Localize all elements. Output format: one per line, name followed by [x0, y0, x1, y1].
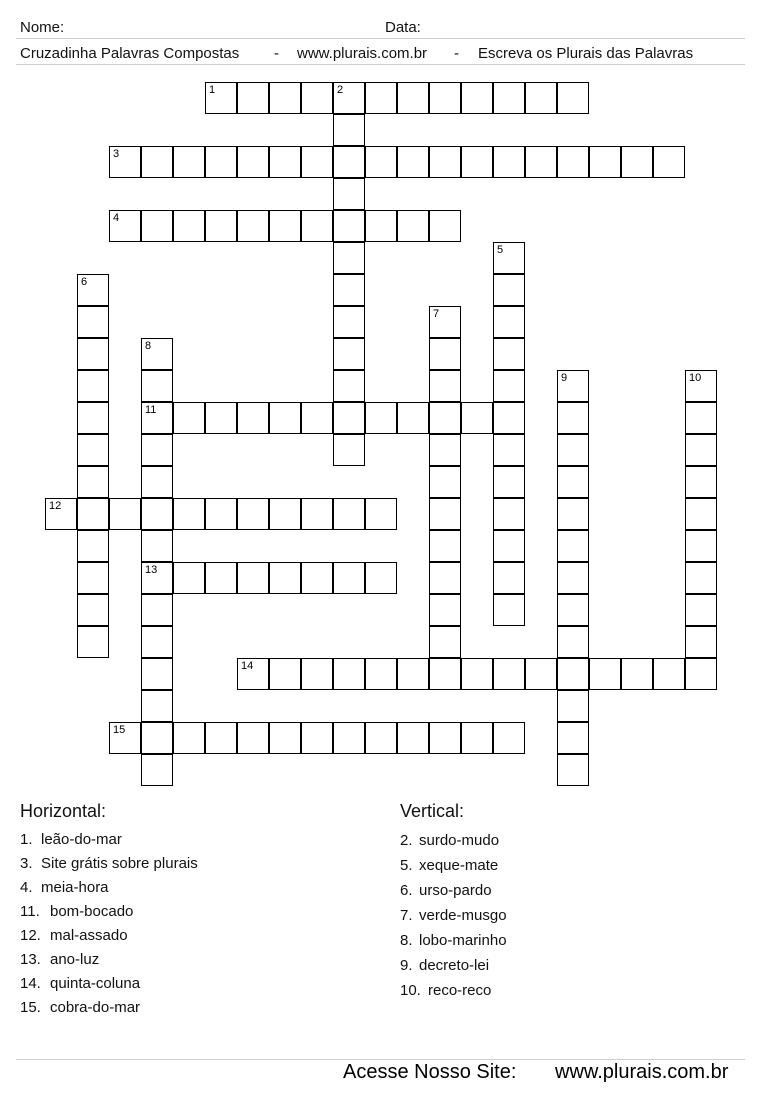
crossword-cell[interactable] — [269, 210, 301, 242]
crossword-cell[interactable] — [301, 562, 333, 594]
crossword-cell[interactable] — [173, 402, 205, 434]
crossword-cell[interactable] — [493, 530, 525, 562]
crossword-cell[interactable] — [429, 82, 461, 114]
crossword-cell[interactable] — [365, 402, 397, 434]
crossword-cell[interactable] — [493, 434, 525, 466]
down-clue-num: 8. — [400, 932, 413, 949]
clue-number: 1 — [209, 84, 216, 96]
crossword-cell[interactable] — [429, 210, 461, 242]
crossword-cell[interactable] — [333, 178, 365, 210]
down-clue-text: surdo-mudo — [419, 832, 500, 849]
crossword-cell[interactable] — [557, 402, 589, 434]
crossword-cell[interactable] — [301, 658, 333, 690]
crossword-cell[interactable] — [141, 754, 173, 786]
crossword-cell[interactable] — [237, 498, 269, 530]
crossword-cell[interactable] — [365, 210, 397, 242]
clue-number: 15 — [113, 724, 126, 736]
crossword-cell[interactable] — [269, 722, 301, 754]
crossword-cell[interactable] — [141, 146, 173, 178]
crossword-cell[interactable] — [269, 498, 301, 530]
crossword-cell[interactable] — [429, 466, 461, 498]
clue-number: 7 — [433, 308, 440, 320]
crossword-cell[interactable] — [429, 658, 461, 690]
across-clue-num: 14. — [20, 975, 41, 992]
crossword-cell[interactable] — [205, 402, 237, 434]
crossword-cell[interactable] — [685, 402, 717, 434]
crossword-cell[interactable] — [141, 210, 173, 242]
clue-number: 5 — [497, 244, 504, 256]
crossword-cell[interactable] — [269, 402, 301, 434]
across-clue-text: ano-luz — [50, 951, 100, 968]
crossword-cell[interactable] — [397, 82, 429, 114]
crossword-cell[interactable] — [429, 594, 461, 626]
crossword-cell[interactable] — [557, 722, 589, 754]
across-clue-text: meia-hora — [41, 879, 109, 896]
crossword-cell[interactable] — [141, 530, 173, 562]
crossword-cell[interactable] — [685, 434, 717, 466]
across-clue-text: Site grátis sobre plurais — [41, 855, 198, 872]
crossword-cell[interactable] — [493, 338, 525, 370]
across-clue-text: leão-do-mar — [41, 831, 122, 848]
down-clue-num: 7. — [400, 907, 413, 924]
crossword-cell[interactable] — [429, 338, 461, 370]
crossword-cell[interactable] — [77, 402, 109, 434]
crossword-cell[interactable] — [557, 498, 589, 530]
crossword-cell[interactable] — [493, 274, 525, 306]
crossword-cell[interactable] — [493, 658, 525, 690]
crossword-cell[interactable] — [685, 530, 717, 562]
down-clue-num: 9. — [400, 957, 413, 974]
crossword-cell[interactable] — [525, 146, 557, 178]
crossword-cell[interactable] — [429, 146, 461, 178]
crossword-cell[interactable] — [685, 466, 717, 498]
crossword-cell[interactable] — [397, 210, 429, 242]
crossword-cell[interactable] — [365, 82, 397, 114]
header-instruction: Escreva os Plurais das Palavras — [478, 45, 694, 62]
crossword-cell[interactable] — [397, 722, 429, 754]
crossword-cell[interactable] — [141, 594, 173, 626]
crossword-cell[interactable] — [237, 402, 269, 434]
crossword-cell[interactable] — [333, 498, 365, 530]
crossword-cell[interactable] — [621, 146, 653, 178]
footer-label: Acesse Nosso Site: — [343, 1061, 517, 1083]
crossword-cell[interactable] — [109, 722, 141, 754]
crossword-cell[interactable] — [301, 498, 333, 530]
crossword-cell[interactable] — [141, 722, 173, 754]
crossword-cell[interactable] — [269, 146, 301, 178]
crossword-cell[interactable] — [237, 658, 269, 690]
across-clue-num: 12. — [20, 927, 41, 944]
crossword-cell[interactable] — [493, 242, 525, 274]
crossword-cell[interactable] — [141, 466, 173, 498]
crossword-cell[interactable] — [333, 146, 365, 178]
crossword-cell[interactable] — [333, 338, 365, 370]
crossword-cell[interactable] — [237, 562, 269, 594]
across-clue-num: 11. — [20, 903, 40, 920]
crossword-cell[interactable] — [109, 498, 141, 530]
clue-number: 10 — [689, 372, 702, 384]
crossword-cell[interactable] — [45, 498, 77, 530]
crossword-cell[interactable] — [205, 146, 237, 178]
crossword-cell[interactable] — [429, 722, 461, 754]
across-clue-text: cobra-do-mar — [50, 999, 141, 1016]
crossword-cell[interactable] — [333, 434, 365, 466]
crossword-cell[interactable] — [397, 658, 429, 690]
clue-number: 12 — [49, 500, 62, 512]
crossword-cell[interactable] — [269, 82, 301, 114]
crossword-cell[interactable] — [429, 370, 461, 402]
crossword-cell[interactable] — [557, 370, 589, 402]
crossword-cell[interactable] — [525, 82, 557, 114]
across-clue-num: 1. — [20, 831, 33, 848]
crossword-cell[interactable] — [493, 146, 525, 178]
crossword-cell[interactable] — [77, 434, 109, 466]
down-clue-num: 2. — [400, 832, 413, 849]
crossword-cell[interactable] — [77, 562, 109, 594]
crossword-cell[interactable] — [333, 658, 365, 690]
crossword-cell[interactable] — [493, 82, 525, 114]
crossword-cell[interactable] — [237, 82, 269, 114]
name-label: Nome: — [20, 19, 65, 36]
crossword-cell[interactable] — [141, 626, 173, 658]
crossword-cell[interactable] — [461, 722, 493, 754]
crossword-cell[interactable] — [205, 210, 237, 242]
across-clue-text: mal-assado — [50, 927, 128, 944]
crossword-cell[interactable] — [141, 370, 173, 402]
crossword-cell[interactable] — [621, 658, 653, 690]
header-separator: - — [454, 45, 459, 62]
down-clue-num: 6. — [400, 882, 413, 899]
crossword-cell[interactable] — [525, 658, 557, 690]
crossword-cell[interactable] — [77, 338, 109, 370]
crossword-cell[interactable] — [237, 146, 269, 178]
down-clue-text: reco-reco — [428, 982, 492, 999]
crossword-cell[interactable] — [141, 690, 173, 722]
crossword-cell[interactable] — [109, 146, 141, 178]
date-label: Data: — [385, 19, 421, 36]
footer-divider — [16, 1059, 745, 1060]
crossword-cell[interactable] — [685, 562, 717, 594]
across-clue-text: bom-bocado — [50, 903, 134, 920]
header-site: www.plurais.com.br — [297, 45, 428, 62]
crossword-cell[interactable] — [77, 626, 109, 658]
crossword-cell[interactable] — [173, 722, 205, 754]
crossword-cell[interactable] — [205, 722, 237, 754]
crossword-cell[interactable] — [557, 530, 589, 562]
crossword-cell[interactable] — [685, 626, 717, 658]
crossword-cell[interactable] — [365, 562, 397, 594]
crossword-cell[interactable] — [589, 658, 621, 690]
crossword-cell[interactable] — [685, 370, 717, 402]
crossword-cell[interactable] — [461, 402, 493, 434]
crossword-cell[interactable] — [557, 466, 589, 498]
crossword-cell[interactable] — [557, 690, 589, 722]
crossword-cell[interactable] — [365, 658, 397, 690]
down-clue-text: verde-musgo — [419, 907, 507, 924]
crossword-cell[interactable] — [429, 402, 461, 434]
across-heading: Horizontal: — [20, 801, 107, 821]
crossword-cell[interactable] — [333, 242, 365, 274]
crossword-cell[interactable] — [557, 434, 589, 466]
crossword-cell[interactable] — [173, 210, 205, 242]
crossword-cell[interactable] — [557, 146, 589, 178]
crossword-cell[interactable] — [205, 562, 237, 594]
crossword-cell[interactable] — [333, 114, 365, 146]
clue-number: 9 — [561, 372, 568, 384]
crossword-cell[interactable] — [333, 274, 365, 306]
crossword-cell[interactable] — [77, 594, 109, 626]
crossword-cell[interactable] — [557, 626, 589, 658]
clue-number: 11 — [145, 404, 157, 416]
crossword-cell[interactable] — [653, 658, 685, 690]
across-clue-num: 15. — [20, 999, 41, 1016]
crossword-cell[interactable] — [557, 754, 589, 786]
crossword-cell[interactable] — [77, 274, 109, 306]
crossword-cell[interactable] — [429, 530, 461, 562]
down-clue-num: 5. — [400, 857, 413, 874]
crossword-cell[interactable] — [77, 370, 109, 402]
header-separator: - — [274, 45, 279, 62]
crossword-cell[interactable] — [205, 82, 237, 114]
crossword-cell[interactable] — [333, 82, 365, 114]
crossword-cell[interactable] — [493, 466, 525, 498]
crossword-cell[interactable] — [77, 498, 109, 530]
crossword-cell[interactable] — [141, 498, 173, 530]
crossword-cell[interactable] — [493, 722, 525, 754]
crossword-cell[interactable] — [205, 498, 237, 530]
crossword-cell[interactable] — [333, 402, 365, 434]
crossword-cell[interactable] — [429, 434, 461, 466]
crossword-cell[interactable] — [237, 722, 269, 754]
crossword-cell[interactable] — [141, 562, 173, 594]
crossword-cell[interactable] — [77, 306, 109, 338]
crossword-cell[interactable] — [397, 146, 429, 178]
crossword-cell[interactable] — [77, 466, 109, 498]
crossword-cell[interactable] — [173, 498, 205, 530]
crossword-cell[interactable] — [141, 338, 173, 370]
across-clue-num: 4. — [20, 879, 33, 896]
crossword-cell[interactable] — [557, 82, 589, 114]
down-clue-text: decreto-lei — [419, 957, 490, 974]
clue-number: 14 — [241, 660, 254, 672]
crossword-cell[interactable] — [365, 498, 397, 530]
crossword-cell[interactable] — [461, 146, 493, 178]
crossword-cell[interactable] — [429, 626, 461, 658]
across-clue-num: 13. — [20, 951, 41, 968]
crossword-cell[interactable] — [333, 722, 365, 754]
crossword-cell[interactable] — [653, 146, 685, 178]
crossword-cell[interactable] — [173, 146, 205, 178]
crossword-cell[interactable] — [493, 370, 525, 402]
down-clue-text: urso-pardo — [419, 882, 492, 899]
clue-number: 2 — [337, 84, 344, 96]
crossword-cell[interactable] — [685, 658, 717, 690]
clue-number: 4 — [113, 212, 120, 224]
crossword-cell[interactable] — [301, 722, 333, 754]
puzzle-title: Cruzadinha Palavras Compostas — [20, 45, 240, 62]
crossword-cell[interactable] — [685, 498, 717, 530]
crossword-cell[interactable] — [493, 402, 525, 434]
crossword-cell[interactable] — [429, 562, 461, 594]
crossword-cell[interactable] — [269, 562, 301, 594]
crossword-cell[interactable] — [429, 306, 461, 338]
crossword-cell[interactable] — [461, 82, 493, 114]
crossword-cell[interactable] — [77, 530, 109, 562]
crossword-cell[interactable] — [237, 210, 269, 242]
clue-number: 6 — [81, 276, 88, 288]
down-heading: Vertical: — [400, 801, 465, 821]
crossword-cell[interactable] — [109, 210, 141, 242]
crossword-cell[interactable] — [397, 402, 429, 434]
down-clue-text: xeque-mate — [419, 857, 499, 874]
crossword-cell[interactable] — [301, 402, 333, 434]
across-clue-num: 3. — [20, 855, 33, 872]
crossword-cell[interactable] — [301, 146, 333, 178]
crossword-cell[interactable] — [493, 594, 525, 626]
crossword-cell[interactable] — [301, 210, 333, 242]
crossword-cell[interactable] — [461, 658, 493, 690]
across-clue-text: quinta-coluna — [50, 975, 141, 992]
clue-number: 3 — [113, 148, 120, 160]
crossword-cell[interactable] — [493, 498, 525, 530]
crossword-cell[interactable] — [333, 210, 365, 242]
down-clue-num: 10. — [400, 982, 421, 999]
crossword-cell[interactable] — [429, 498, 461, 530]
crossword-cell[interactable] — [365, 722, 397, 754]
down-clue-text: lobo-marinho — [419, 932, 507, 949]
clue-number: 8 — [145, 340, 152, 352]
crossword-cell[interactable] — [685, 594, 717, 626]
crossword-cell[interactable] — [493, 562, 525, 594]
crossword-cell[interactable] — [333, 306, 365, 338]
clue-number: 13 — [145, 564, 158, 576]
crossword-cell[interactable] — [333, 370, 365, 402]
footer-site-link[interactable]: www.plurais.com.br — [555, 1061, 729, 1083]
crossword-cell[interactable] — [557, 594, 589, 626]
crossword-cell[interactable] — [301, 82, 333, 114]
crossword-cell[interactable] — [333, 562, 365, 594]
crossword-cell[interactable] — [365, 146, 397, 178]
crossword-cell[interactable] — [493, 306, 525, 338]
crossword-cell[interactable] — [141, 658, 173, 690]
crossword-cell[interactable] — [141, 402, 173, 434]
crossword-cell[interactable] — [557, 658, 589, 690]
crossword-cell[interactable] — [141, 434, 173, 466]
crossword-cell[interactable] — [173, 562, 205, 594]
crossword-cell[interactable] — [589, 146, 621, 178]
crossword-cell[interactable] — [557, 562, 589, 594]
crossword-cell[interactable] — [269, 658, 301, 690]
